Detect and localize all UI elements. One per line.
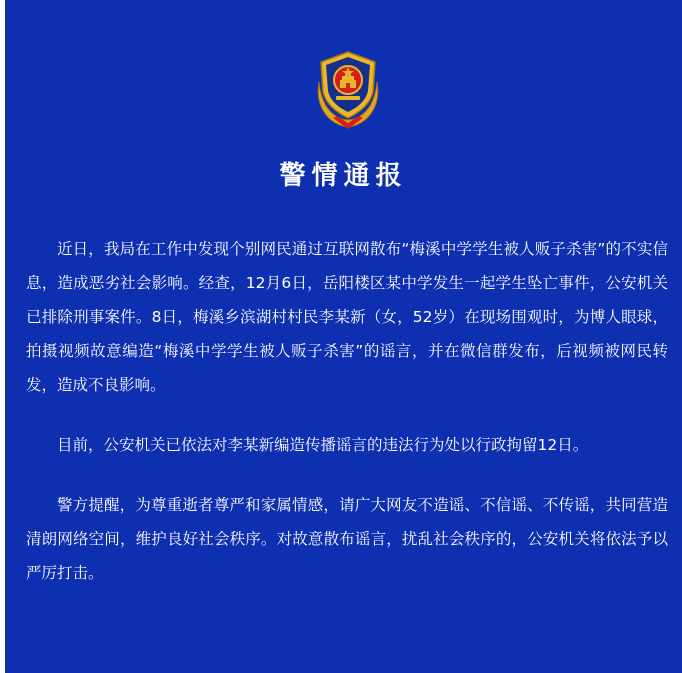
notice-paragraph-3: 警方提醒，为尊重逝者尊严和家属情感，请广大网友不造谣、不信谣、不传谣，共同营造清朗网络空间，维护良好社会秩序。对故意散布谣言，扰乱社会秩序的，公安机关将依法予以严厉打击。 <box>26 496 668 582</box>
notice-title: 警情通报 <box>279 161 408 191</box>
notice-paragraph-1: 近日，我局在工作中发现个别网民通过互联网散布“梅溪中学学生被人贩子杀害”的不实信息，造成恶劣社会影响。经查，12月6日，岳阳楼区某中学发生一起学生坠亡事件，公安机关已排除刑事案件。8日，梅溪乡滨湖村村民李某新（女，52岁）在现场围观时，为博人眼球，拍摄视频故意编造“梅溪中学学生被人贩子杀害”的谣言，并在微信群发布，后视频被网民转发，造成不良影响。 <box>26 240 668 394</box>
notice-card <box>5 0 682 673</box>
notice-body <box>26 232 668 590</box>
notice-paragraph-2: 目前，公安机关已依法对李某新编造传播谣言的违法行为处以行政拘留12日。 <box>57 436 589 454</box>
police-emblem-icon <box>309 48 387 130</box>
